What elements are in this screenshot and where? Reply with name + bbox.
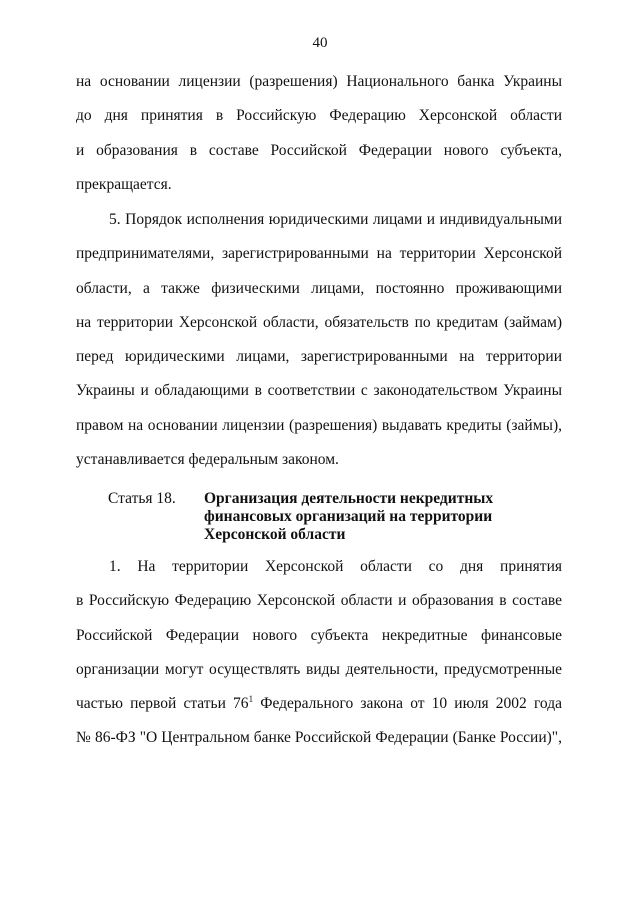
article-label: Статья 18.: [108, 490, 176, 507]
text-line: Российской Федерации нового субъекта некредитные финансовые: [76, 626, 562, 644]
paragraph-continuation: [76, 72, 562, 209]
paragraph-5: [76, 210, 562, 484]
text-line: на основании лицензии (разрешения) Национального банка Украины: [76, 73, 562, 90]
text-line: устанавливается федеральным законом.: [76, 451, 339, 469]
text-line: [76, 694, 562, 728]
article-title-line: Организация деятельности некредитных: [204, 490, 494, 507]
text-line: на территории Херсонской области, обязательств по кредитам (займам): [76, 313, 562, 331]
text-line: в Российскую Федерацию Херсонской области и образования в составе: [76, 592, 562, 610]
text-line: правом на основании лицензии (разрешения) выдавать кредиты (займы),: [76, 416, 562, 434]
text-line: перед юридическими лицами, зарегистрированными на территории: [76, 348, 562, 366]
text-line: № 86-ФЗ "О Центральном банке Российской Федерации (Банке России)",: [76, 729, 562, 747]
article-title-line: Херсонской области: [204, 526, 346, 543]
text-line: Украины и обладающими в соответствии с законодательством Украины: [76, 382, 562, 400]
text-line: области, а также физическими лицами, постоянно проживающими: [76, 279, 562, 297]
text-fragment: Федерального закона от 10 июля 2002 года: [253, 695, 562, 713]
text-line: организации могут осуществлять виды деятельности, предусмотренные: [76, 660, 562, 678]
text-line: 5. Порядок исполнения юридическими лицами и индивидуальными: [109, 211, 562, 228]
article-title-line: финансовых организаций на территории: [204, 508, 493, 525]
paragraph-1: [76, 557, 562, 763]
superscript-index: 1: [248, 694, 254, 705]
text-line: прекращается.: [76, 175, 172, 193]
text-line: до дня принятия в Российскую Федерацию Херсонской области: [76, 107, 562, 125]
text-line: 1. На территории Херсонской области со дня принятия: [109, 558, 562, 575]
text-line: предпринимателями, зарегистрированными на территории Херсонской: [76, 245, 562, 263]
page-number: 40: [312, 35, 328, 51]
text-fragment: частью первой статьи 76: [76, 695, 249, 713]
text-line: и образования в составе Российской Федерации нового субъекта,: [76, 141, 562, 159]
article-title: [204, 490, 544, 544]
